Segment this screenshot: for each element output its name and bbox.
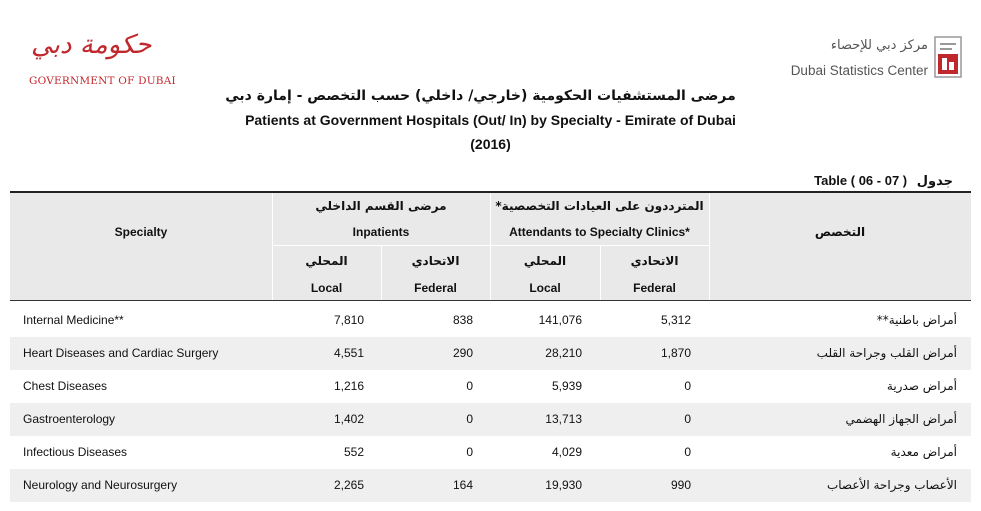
title-english: Patients at Government Hospitals (Out/ In) by Specialty - Emirate of Dubai [245, 112, 736, 128]
header-inpatients-ar: مرضى القسم الداخلي [315, 199, 447, 213]
cell-attendants-local: 19,930 [545, 478, 582, 492]
dsc-mark-icon [934, 36, 962, 78]
cell-specialty-ar: أمراض صدرية [886, 379, 957, 393]
cell-attendants-federal: 990 [670, 478, 691, 492]
title-year: (2016) [470, 136, 511, 152]
cell-attendants-local: 5,939 [551, 379, 582, 393]
header-attendants-ar: المترددون على العيادات التخصصية* [495, 199, 704, 213]
cell-attendants-local: 4,029 [551, 445, 582, 459]
header-in-local-ar: المحلي [305, 254, 348, 268]
logo-arabic-text: حكومة دبي [31, 30, 152, 60]
cell-specialty-ar: أمراض القلب وجراحة القلب [816, 346, 957, 360]
cell-inpatients-local: 552 [343, 445, 364, 459]
title-arabic: مرضى المستشفيات الحكومية (خارجي/ داخلي) حسب التخصص - إمارة دبي [225, 88, 736, 104]
header-att-federal-en: Federal [633, 281, 676, 295]
table-row [10, 304, 971, 337]
cell-specialty-en: Infectious Diseases [23, 445, 128, 459]
cell-specialty-en: Gastroenterology [23, 412, 116, 426]
government-of-dubai-logo [25, 30, 176, 90]
cell-specialty-ar: أمراض باطنية** [876, 313, 957, 327]
header-bottom-rule [10, 300, 971, 301]
table-row [10, 403, 971, 436]
cell-specialty-en: Heart Diseases and Cardiac Surgery [23, 346, 219, 360]
header-inpatients-en: Inpatients [352, 225, 410, 239]
cell-specialty-ar: أمراض معدية [890, 445, 957, 459]
header-attendants-en: Attendants to Specialty Clinics* [509, 225, 690, 239]
table-number-english: Table ( 06 - 07 ) [814, 173, 908, 188]
dsc-logo-arabic: مركز دبي للإحصاء [830, 38, 928, 53]
dsc-logo-english: Dubai Statistics Center [790, 63, 928, 78]
header-in-federal-en: Federal [414, 281, 457, 295]
cell-inpatients-federal: 0 [466, 412, 473, 426]
cell-attendants-federal: 0 [684, 445, 691, 459]
cell-inpatients-local: 4,551 [333, 346, 364, 360]
cell-attendants-federal: 0 [684, 412, 691, 426]
header-divider [272, 245, 709, 246]
cell-attendants-federal: 5,312 [660, 313, 691, 327]
cell-inpatients-federal: 290 [452, 346, 473, 360]
header-in-local-en: Local [310, 281, 343, 295]
header-in-federal-ar: الاتحادي [411, 254, 460, 268]
cell-inpatients-federal: 0 [466, 379, 473, 393]
table-row [10, 337, 971, 370]
cell-specialty-en: Neurology and Neurosurgery [23, 478, 178, 492]
cell-inpatients-federal: 164 [452, 478, 473, 492]
cell-specialty-ar: الأعصاب وجراحة الأعصاب [826, 478, 957, 492]
table-row [10, 370, 971, 403]
cell-specialty-en: Internal Medicine** [23, 313, 124, 327]
cell-inpatients-federal: 838 [452, 313, 473, 327]
cell-attendants-federal: 1,870 [660, 346, 691, 360]
header-att-federal-ar: الاتحادي [630, 254, 679, 268]
header-divider [709, 193, 710, 300]
cell-inpatients-local: 1,402 [333, 412, 364, 426]
logo-english-text: GOVERNMENT OF DUBAI [29, 75, 176, 87]
cell-attendants-local: 28,210 [545, 346, 582, 360]
dubai-statistics-center-logo [790, 36, 970, 86]
table-number [814, 173, 953, 189]
cell-inpatients-local: 1,216 [333, 379, 364, 393]
header-att-local-en: Local [529, 281, 561, 295]
cell-inpatients-local: 7,810 [333, 313, 364, 327]
table-row [10, 436, 971, 469]
table-row [10, 469, 971, 502]
cell-inpatients-federal: 0 [466, 445, 473, 459]
cell-attendants-local: 13,713 [545, 412, 582, 426]
table-number-arabic: جدول [916, 174, 953, 189]
cell-specialty-en: Chest Diseases [23, 379, 108, 393]
header-specialty-ar: التخصص [814, 225, 866, 239]
cell-inpatients-local: 2,265 [333, 478, 364, 492]
header-att-local-ar: المحلي [523, 254, 567, 268]
header-specialty-en: Specialty [114, 225, 168, 239]
cell-attendants-local: 141,076 [538, 313, 582, 327]
cell-specialty-ar: أمراض الجهاز الهضمي [845, 412, 957, 426]
cell-attendants-federal: 0 [684, 379, 691, 393]
